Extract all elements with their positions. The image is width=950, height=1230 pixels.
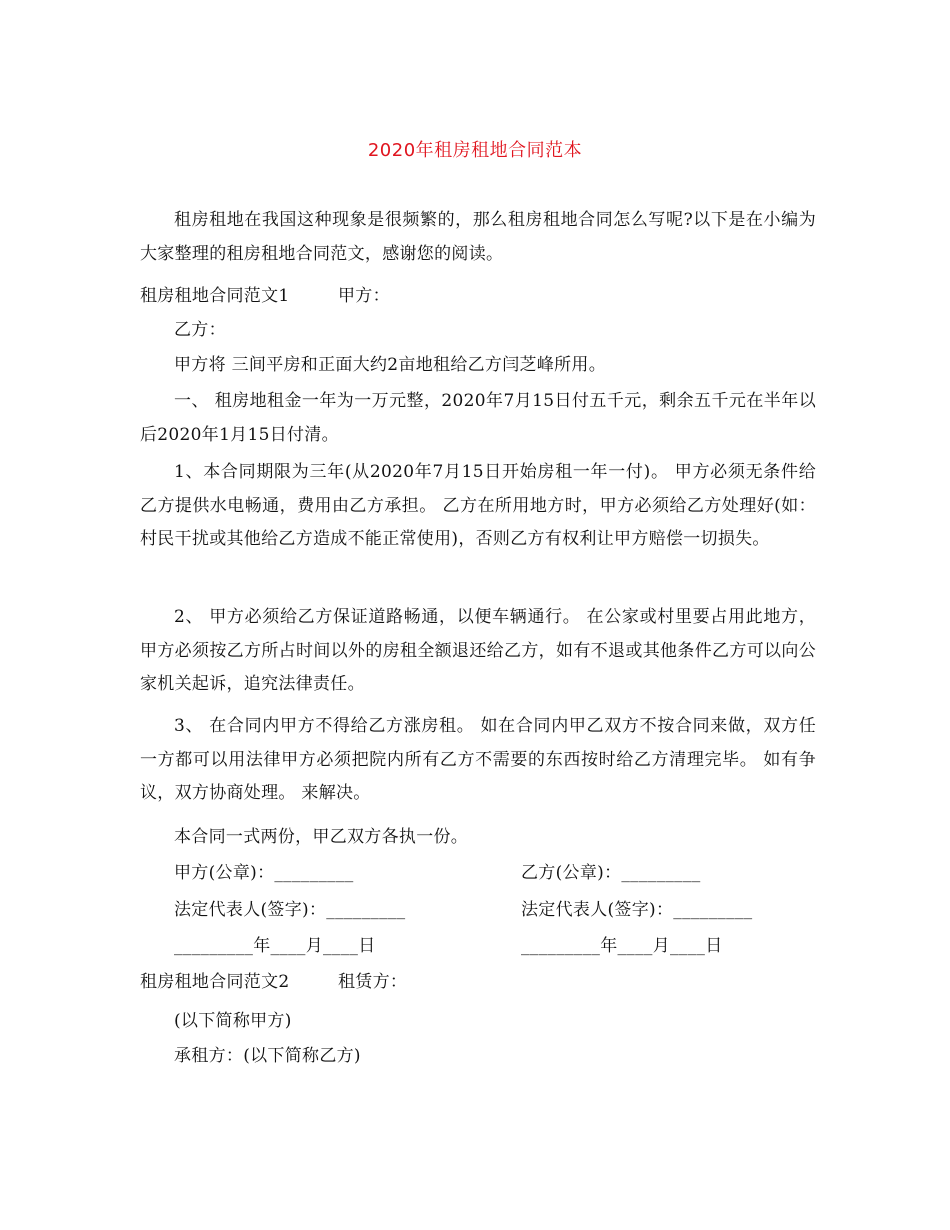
date-a: _________年____月____日 (174, 936, 376, 956)
clause-rent: 一、 租房地租金一年为一万元整，2020年7月15日付五千元，剩余五千元在半年以后2020年1月15日付清。 (140, 391, 816, 445)
lease-statement: 甲方将 三间平房和正面大约2亩地租给乙方闫芝峰所用。 (174, 355, 607, 375)
sample1-heading: 租房租地合同范文1 (140, 286, 290, 306)
sign-a-seal: 甲方(公章)：_________ (174, 863, 354, 883)
clause-1: 1、本合同期限为三年(从2020年7月15日开始房租一年一付)。 甲方必须无条件给乙方提供水电畅通，费用由乙方承担。 乙方在所用地方时，甲方必须给乙方处理好(如：村民干扰或其他给乙方造成不能正常使用)，否则乙方有权利让甲方赔偿一切损失。 (140, 462, 816, 549)
document-title: 2020年租房租地合同范本 (367, 140, 583, 161)
party-b-label: 乙方： (174, 320, 226, 340)
sign-b-seal: 乙方(公章)：_________ (521, 863, 701, 883)
party-a-label: 甲方： (338, 286, 390, 306)
lessor-note: (以下简称甲方) (174, 1011, 292, 1031)
sign-b-representative: 法定代表人(签字)：_________ (521, 900, 753, 920)
copies-statement: 本合同一式两份，甲乙双方各执一份。 (174, 827, 469, 847)
date-b: _________年____月____日 (521, 936, 723, 956)
lessee-line: 承租方：(以下简称乙方) (174, 1046, 361, 1066)
clause-2: 2、 甲方必须给乙方保证道路畅通，以便车辆通行。 在公家或村里要占用此地方，甲方必须按乙方所占时间以外的房租全额退还给乙方，如有不退或其他条件乙方可以向公家机关起诉，追究法律责任。 (140, 607, 816, 694)
lessor-label: 租赁方： (338, 972, 408, 992)
sample2-heading: 租房租地合同范文2 (140, 972, 290, 992)
clause-3: 3、 在合同内甲方不得给乙方涨房租。 如在合同内甲乙双方不按合同来做，双方任一方都可以用法律甲方必须把院内所有乙方不需要的东西按时给乙方清理完毕。 如有争议，双方协商处理。 来解决。 (140, 716, 816, 803)
intro-paragraph: 租房租地在我国这种现象是很频繁的，那么租房租地合同怎么写呢?以下是在小编为大家整理的租房租地合同范文，感谢您的阅读。 (140, 210, 816, 264)
sign-a-representative: 法定代表人(签字)：_________ (174, 900, 406, 920)
